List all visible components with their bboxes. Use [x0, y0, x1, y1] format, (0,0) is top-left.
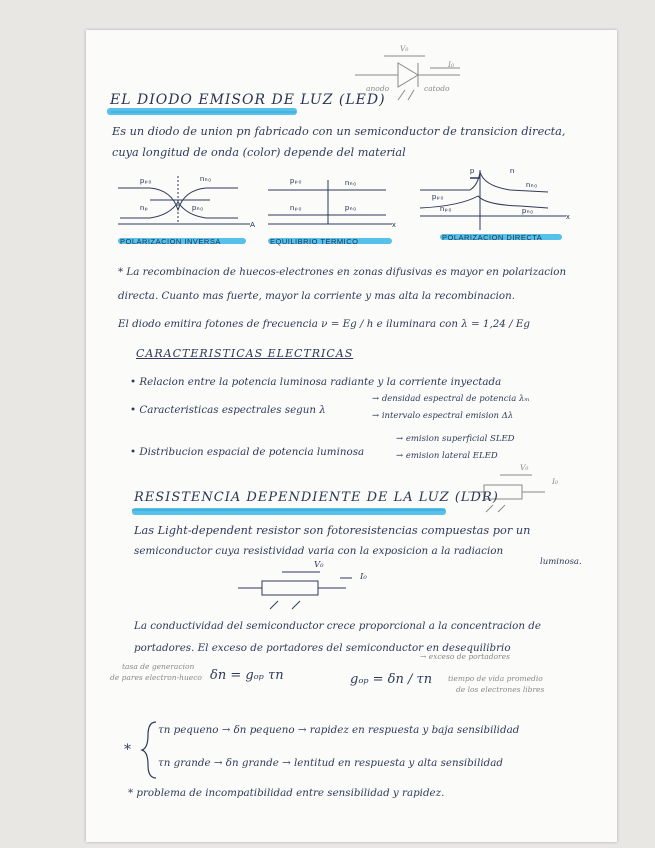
pencil-note: de pares electron-hueco — [110, 673, 202, 682]
diagram-label: pₙ₀ — [345, 203, 357, 212]
diagram-label: pₙ₀ — [192, 203, 204, 212]
diagram-label: pₚ₀ — [140, 176, 152, 185]
section-title-ldr: RESISTENCIA DEPENDIENTE DE LA LUZ (LDR) — [134, 490, 499, 505]
diagram-label: nₚ — [140, 203, 149, 212]
diagram-label: pₙ₀ — [522, 206, 534, 215]
diagram-label: pₚ₀ — [290, 176, 302, 185]
highlight-section3 — [132, 508, 446, 515]
band-diagram-equilibrium — [268, 180, 392, 224]
section-title-led: EL DIODO EMISOR DE LUZ (LED) — [110, 92, 386, 108]
text-line: semiconductor cuya resistividad varia con la exposicion a la radiacion — [134, 545, 504, 557]
band-diagram-reverse — [118, 176, 250, 224]
bullet-item: • Distribucion espacial de potencia luminosa — [130, 446, 365, 458]
equation-generation: gₒₚ = δn / τn — [350, 672, 433, 687]
text-line: El diodo emitira fotones de frecuencia ν = Eg / h e iluminara con λ = 1,24 / Eg — [118, 318, 530, 330]
ldr-current-label-small: I₀ — [552, 477, 558, 486]
section-title-characteristics: CARACTERISTICAS ELECTRICAS — [136, 347, 354, 360]
comparison-line: τn pequeno → δn pequeno → rapidez en respuesta y baja sensibilidad — [158, 724, 520, 736]
led-cathode-label: catodo — [424, 84, 450, 93]
diagram-label: A — [250, 220, 256, 229]
diagram-label: nₚ₀ — [440, 204, 452, 213]
brace-icon — [142, 722, 156, 778]
footer-note: * problema de incompatibilidad entre sensibilidad y rapidez. — [128, 787, 445, 799]
text-line: La conductividad del semiconductor crece proporcional a la concentracion de — [134, 620, 541, 632]
text-line: directa. Cuanto mas fuerte, mayor la corriente y mas alta la recombinacion. — [118, 290, 516, 302]
sub-item: → emision lateral ELED — [396, 451, 498, 461]
comparison-line: τn grande → δn grande → lentitud en respuesta y alta sensibilidad — [158, 757, 503, 769]
ldr-voltage-label-small: V₀ — [520, 463, 529, 472]
diagram-label: pₚ₀ — [432, 192, 444, 201]
pencil-note: tiempo de vida promedio — [448, 674, 543, 683]
pencil-note: → exceso de portadores — [420, 652, 510, 661]
led-anode-label: anodo — [366, 84, 390, 93]
led-current-label: I₀ — [448, 60, 454, 69]
bullet-marker: * — [124, 742, 131, 758]
text-line: cuya longitud de onda (color) depende del material — [112, 146, 406, 159]
diagram-caption: POLARIZACION DIRECTA — [442, 233, 543, 242]
text-line: portadores. El exceso de portadores del semiconductor en desequilibrio — [134, 642, 511, 654]
text-line: * La recombinacion de huecos-electrones en zonas difusivas es mayor en polarizacion — [118, 266, 567, 278]
diagram-label: x — [566, 212, 571, 221]
diagram-label: nₚ₀ — [290, 203, 302, 212]
diagram-label: n — [510, 166, 515, 175]
ldr-voltage-label: V₀ — [314, 560, 324, 570]
ldr-current-label: I₀ — [360, 572, 367, 582]
sub-item: → densidad espectral de potencia λₘ — [372, 394, 530, 404]
highlight-section1 — [107, 108, 297, 115]
text-line: luminosa. — [540, 557, 582, 567]
diagram-caption: POLARIZACION INVERSA — [120, 237, 221, 246]
diagram-label: nₙ₀ — [200, 174, 212, 183]
led-voltage-label: V₀ — [400, 44, 409, 53]
pencil-note: tasa de generacion — [122, 662, 195, 671]
equation-excess: δn = gₒₚ τn — [210, 668, 284, 683]
diagram-label: p — [470, 166, 475, 175]
diagram-label: nₙ₀ — [526, 180, 538, 189]
ldr-circuit-icon — [238, 572, 352, 609]
bullet-item: • Relacion entre la potencia luminosa radiante y la corriente inyectada — [130, 376, 502, 388]
text-line: Las Light-dependent resistor son fotoresistencias compuestas por un — [134, 524, 531, 537]
sub-item: → intervalo espectral emision Δλ — [372, 411, 514, 421]
bullet-item: • Caracteristicas espectrales segun λ — [130, 404, 326, 416]
text-line: Es un diodo de union pn fabricado con un semiconductor de transicion directa, — [112, 125, 566, 138]
diagram-label: x — [392, 220, 397, 229]
diagram-label: nₙ₀ — [345, 178, 357, 187]
sub-item: → emision superficial SLED — [396, 434, 515, 444]
diagram-caption: EQUILIBRIO TERMICO — [270, 237, 359, 246]
pencil-note: de los electrones libres — [456, 685, 545, 694]
